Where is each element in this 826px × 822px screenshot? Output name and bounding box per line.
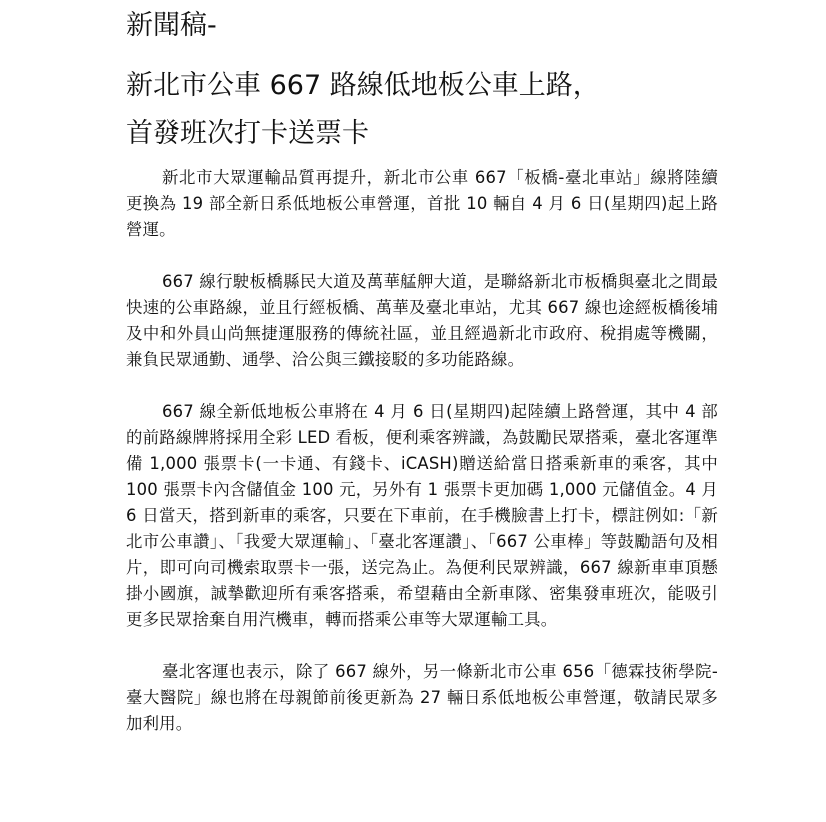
- paragraph: 667 線全新低地板公車將在 4 月 6 日(星期四)起陸續上路營運，其中 4 部的前路線牌將採用全彩 LED 看板，便利乘客辨識，為鼓勵民眾搭乘，臺北客運準備 1,000 張票卡(一卡通、有錢卡、iCASH)贈送給當日搭乘新車的乘客，其中 100 張票卡內含儲值金 100 元，另外有 1 張票卡更加碼 1,000 元儲值金。4 月 6 日當天，搭到新車的乘客，只要在下車前，在手機臉書上打卡，標註例如:「新北市公車讚」、「我愛大眾運輸」、「臺北客運讚」、「667 公車棒」等鼓勵語句及相片，即可向司機索取票卡一張，送完為止。為便利民眾辨識，667 線新車車頂懸掛小國旗，誠摯歡迎所有乘客搭乘，希望藉由全新車隊、密集發車班次，能吸引更多民眾捨棄自用汽機車，轉而搭乘公車等大眾運輸工具。: [126, 402, 718, 629]
- headline: [126, 62, 726, 158]
- paragraph: 臺北客運也表示，除了 667 線外，另一條新北市公車 656「德霖技術學院-臺大醫院」線也將在母親節前後更新為 27 輛日系低地板公車營運，敬請民眾多加利用。: [126, 662, 718, 733]
- headline-line: 新北市公車 667 路線低地板公車上路，: [126, 70, 600, 101]
- document-header: [126, 6, 726, 158]
- press-release-label: 新聞稿-: [126, 10, 217, 41]
- paragraph: 新北市大眾運輸品質再提升，新北市公車 667「板橋-臺北車站」線將陸續更換為 19 部全新日系低地板公車營運，首批 10 輛自 4 月 6 日(星期四)起上路營運。: [126, 168, 718, 239]
- headline-line: 首發班次打卡送票卡: [126, 118, 369, 149]
- article-body: [126, 165, 718, 737]
- paragraph: 667 線行駛板橋縣民大道及萬華艋舺大道，是聯絡新北市板橋與臺北之間最快速的公車路線，並且行經板橋、萬華及臺北車站，尤其 667 線也途經板橋後埔及中和外員山尚無捷運服務的傳統社區，並且經過新北市政府、稅捐處等機關，兼負民眾通勤、通學、洽公與三鐵接駁的多功能路線。: [126, 272, 718, 369]
